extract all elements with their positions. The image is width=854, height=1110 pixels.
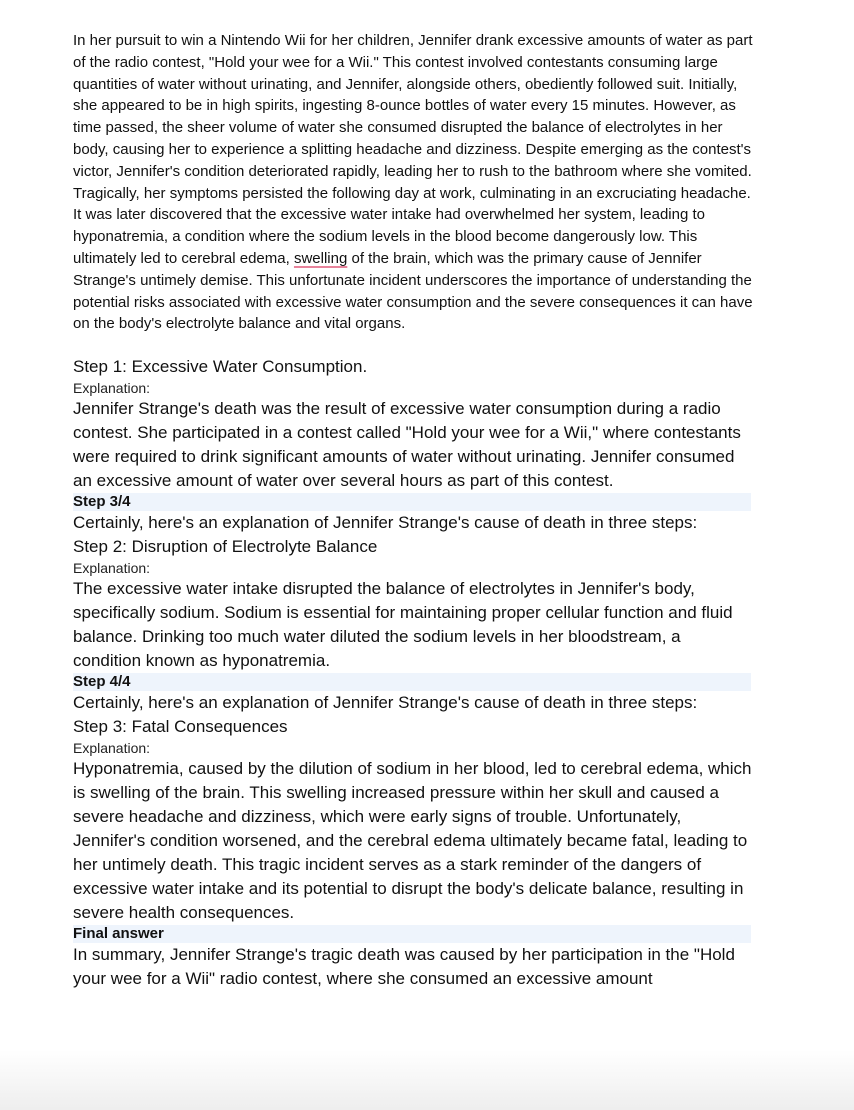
step-3-title: Step 3: Fatal Consequences (73, 717, 288, 737)
intro-paragraph (73, 30, 753, 335)
step-4-of-4-header: Step 4/4 (73, 673, 751, 691)
step-2-section (73, 493, 753, 673)
final-answer-header: Final answer (73, 925, 751, 943)
step-3-section (73, 673, 753, 925)
intro-text-after: of the brain, which was the primary cause of Jennifer Strange's untimely demise. This unfortunate incident underscores the importance of understanding the potential risks associated with excessive water consumption and the severe consequences it can have on the body's electrolyte balance and vital organs. (73, 249, 753, 333)
final-answer-section (73, 925, 753, 991)
step-1-explanation-label: Explanation: (73, 380, 151, 397)
step-3-explanation-label: Explanation: (73, 740, 151, 757)
final-answer-text: In summary, Jennifer Strange's tragic death was caused by her participation in the "Hold your wee for a Wii" radio contest, where she consumed an excessive amount (73, 945, 735, 989)
spellcheck-flagged-word[interactable]: swelling (293, 249, 348, 267)
step-3-lead-text: Certainly, here's an explanation of Jennifer Strange's cause of death in three steps: (73, 693, 698, 713)
spacer (73, 335, 753, 355)
intro-text-before: In her pursuit to win a Nintendo Wii for her children, Jennifer drank excessive amounts of water as part of the radio contest, "Hold your wee for a Wii." This contest involved contestants consuming large quantities of water without urinating, and Jennifer, alongside others, obediently followed suit. Initially, she appeared to be in high spirits, ingesting 8-ounce bottles of water every 15 minutes. However, as time passed, the sheer volume of water she consumed disrupted the balance of electrolytes in her body, causing her to experience a splitting headache and dizziness. Despite emerging as the contest's victor, Jennifer's condition deteriorated rapidly, leading her to rush to the bathroom where she vomited. Tragically, her symptoms persisted the following day at work, culminating in an excruciating headache. It was later discovered that the excessive water intake had overwhelmed her system, leading to hyponatremia, a condition where the sodium levels in the blood become dangerously low. This ultimately led to cerebral edema, (73, 32, 753, 267)
step-2-explanation-label: Explanation: (73, 560, 151, 577)
step-2-explanation-text: The excessive water intake disrupted the balance of electrolytes in Jennifer's body, specifically sodium. Sodium is essential for maintaining proper cellular function and fluid balance. Drinking too much water diluted the sodium levels in her bloodstream, a condition known as hyponatremia. (73, 579, 733, 671)
bottom-fade-overlay (0, 1050, 854, 1110)
step-2-lead-text: Certainly, here's an explanation of Jennifer Strange's cause of death in three steps: (73, 513, 698, 533)
step-3-of-4-header: Step 3/4 (73, 493, 751, 511)
step-1-title: Step 1: Excessive Water Consumption. (73, 357, 368, 377)
document-page (73, 30, 753, 991)
step-1-section (73, 355, 753, 493)
step-1-explanation-text: Jennifer Strange's death was the result of excessive water consumption during a radio contest. She participated in a contest called "Hold your wee for a Wii," where contestants were required to drink significant amounts of water without urinating. Jennifer consumed an excessive amount of water over several hours as part of this contest. (73, 399, 741, 491)
step-3-explanation-text: Hyponatremia, caused by the dilution of sodium in her blood, led to cerebral edema, which is swelling of the brain. This swelling increased pressure within her skull and caused a severe headache and dizziness, which were early signs of trouble. Unfortunately, Jennifer's condition worsened, and the cerebral edema ultimately became fatal, leading to her untimely death. This tragic incident serves as a stark reminder of the dangers of excessive water intake and its potential to disrupt the body's delicate balance, resulting in severe health consequences. (73, 759, 752, 923)
step-2-title: Step 2: Disruption of Electrolyte Balance (73, 537, 378, 557)
